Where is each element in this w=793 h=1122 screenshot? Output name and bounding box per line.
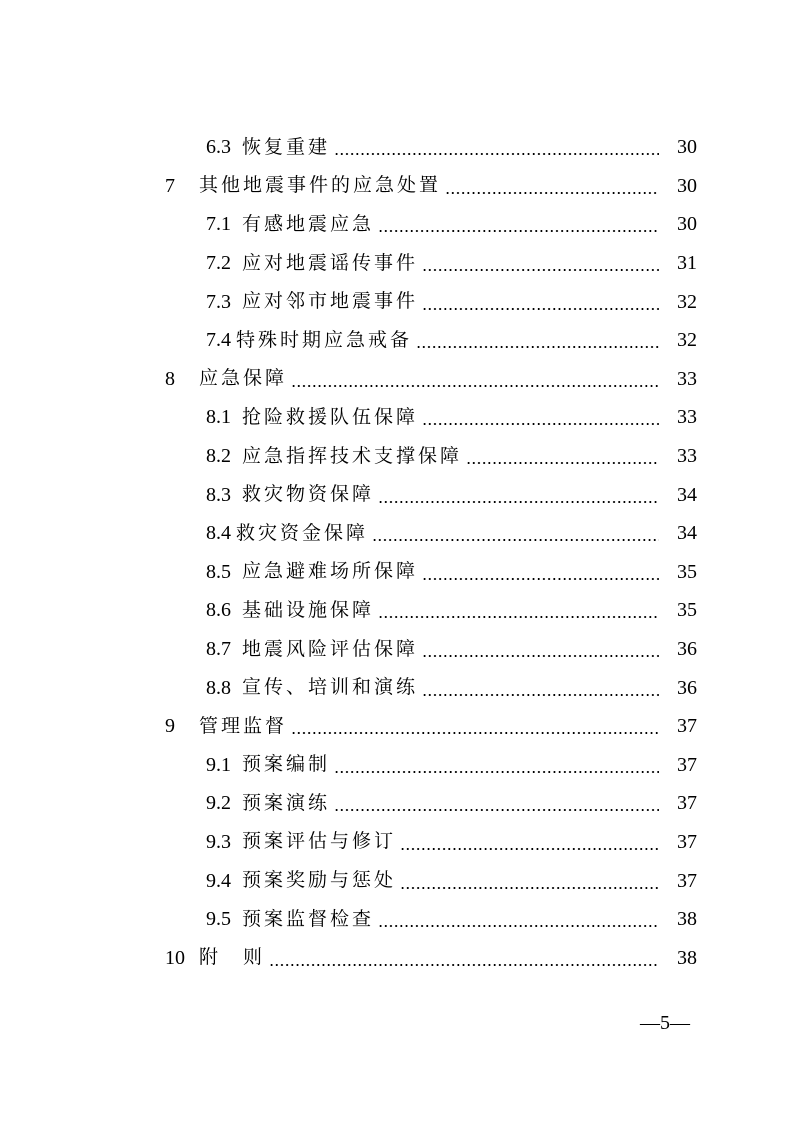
toc-entry	[0, 784, 793, 823]
toc-entry-title: 预案评估与修订	[242, 830, 397, 853]
toc-entry	[0, 475, 793, 514]
toc-entry-title: 预案奖励与惩处	[242, 869, 397, 892]
toc-entry-title: 特殊时期应急戒备	[236, 328, 413, 351]
toc-entry	[0, 668, 793, 707]
toc-entry-number: 9.2	[206, 792, 231, 815]
toc-entry	[0, 360, 793, 399]
toc-entry-number: 9.3	[206, 830, 231, 853]
toc-entry-title: 应急保障	[199, 367, 288, 390]
toc-entry-number: 7.4	[206, 329, 231, 352]
toc-dot-leader	[291, 385, 659, 387]
toc-entry-title: 应对地震谣传事件	[242, 251, 419, 274]
toc-dot-leader	[269, 964, 659, 966]
toc-entry-number: 7.3	[206, 290, 231, 313]
toc-entry-title: 预案演练	[242, 791, 331, 814]
page-number: —5—	[640, 1012, 690, 1034]
toc-entry-page: 37	[677, 869, 697, 892]
toc-dot-leader	[291, 732, 659, 734]
toc-dot-leader	[416, 346, 659, 348]
toc-entry-page: 38	[677, 908, 697, 931]
toc-entry-number: 8.5	[206, 560, 231, 583]
toc-entry-number: 8.8	[206, 676, 231, 699]
toc-entry-page: 35	[677, 599, 697, 622]
toc-entry-page: 34	[677, 483, 697, 506]
toc-entry-page: 32	[677, 290, 697, 313]
toc-entry-page: 33	[677, 367, 697, 390]
toc-entry-number: 9.1	[206, 753, 231, 776]
toc-entry-number: 10	[165, 946, 185, 969]
toc-entry-page: 37	[677, 715, 697, 738]
toc-entry-title: 其他地震事件的应急处置	[199, 174, 442, 197]
toc-entry-title: 救灾物资保障	[242, 483, 375, 506]
toc-dot-leader	[466, 462, 659, 464]
toc-dot-leader	[422, 655, 659, 657]
toc-entry-title: 救灾资金保障	[236, 521, 369, 544]
toc-entry	[0, 282, 793, 321]
toc-entry	[0, 861, 793, 900]
toc-entry-title: 有感地震应急	[242, 212, 375, 235]
toc-entry	[0, 205, 793, 244]
toc-entry-number: 6.3	[206, 136, 231, 159]
toc-dot-leader	[422, 423, 659, 425]
toc-dot-leader	[372, 539, 659, 541]
toc-entry-number: 8	[165, 367, 175, 390]
toc-entry-title: 基础设施保障	[242, 598, 375, 621]
toc-entry	[0, 128, 793, 167]
toc-entry-page: 37	[677, 792, 697, 815]
toc-entry-page: 37	[677, 753, 697, 776]
toc-entry	[0, 167, 793, 206]
toc-entry-number: 8.2	[206, 445, 231, 468]
toc-entry	[0, 553, 793, 592]
toc-entry	[0, 630, 793, 669]
toc-entry-number: 8.7	[206, 638, 231, 661]
toc-dot-leader	[445, 192, 659, 194]
toc-entry-title: 宣传、培训和演练	[242, 676, 419, 699]
table-of-contents	[0, 128, 793, 977]
toc-entry	[0, 823, 793, 862]
toc-entry	[0, 591, 793, 630]
toc-entry	[0, 900, 793, 939]
toc-entry-title: 应急指挥技术支撑保障	[242, 444, 463, 467]
toc-entry-page: 30	[677, 174, 697, 197]
toc-dot-leader	[400, 848, 659, 850]
toc-entry-number: 7.2	[206, 252, 231, 275]
toc-entry-number: 9	[165, 715, 175, 738]
toc-entry-title: 应急避难场所保障	[242, 560, 419, 583]
toc-dot-leader	[378, 501, 659, 503]
toc-entry-title: 管理监督	[199, 714, 288, 737]
toc-entry-page: 30	[677, 136, 697, 159]
toc-entry	[0, 746, 793, 785]
toc-entry-number: 8.3	[206, 483, 231, 506]
toc-dot-leader	[334, 771, 659, 773]
toc-entry-title: 附 则	[199, 946, 266, 969]
toc-entry-number: 9.5	[206, 908, 231, 931]
toc-dot-leader	[422, 694, 659, 696]
toc-entry	[0, 938, 793, 977]
toc-dot-leader	[422, 308, 659, 310]
toc-entry-title: 地震风险评估保障	[242, 637, 419, 660]
toc-entry	[0, 707, 793, 746]
toc-dot-leader	[422, 578, 659, 580]
toc-entry-page: 33	[677, 445, 697, 468]
toc-entry-number: 8.4	[206, 522, 231, 545]
toc-entry-page: 33	[677, 406, 697, 429]
toc-entry	[0, 437, 793, 476]
toc-entry	[0, 321, 793, 360]
toc-entry-title: 恢复重建	[242, 135, 331, 158]
toc-dot-leader	[400, 887, 659, 889]
toc-entry	[0, 398, 793, 437]
toc-dot-leader	[378, 616, 659, 618]
toc-entry-number: 8.6	[206, 599, 231, 622]
toc-entry-page: 36	[677, 638, 697, 661]
toc-entry-title: 预案编制	[242, 753, 331, 776]
toc-dot-leader	[334, 153, 659, 155]
toc-entry-page: 38	[677, 946, 697, 969]
toc-entry-title: 预案监督检查	[242, 907, 375, 930]
toc-entry-page: 36	[677, 676, 697, 699]
toc-dot-leader	[334, 809, 659, 811]
toc-entry-page: 35	[677, 560, 697, 583]
toc-entry-number: 9.4	[206, 869, 231, 892]
toc-entry-title: 应对邻市地震事件	[242, 290, 419, 313]
toc-entry-number: 8.1	[206, 406, 231, 429]
toc-entry-page: 37	[677, 830, 697, 853]
toc-dot-leader	[378, 925, 659, 927]
toc-entry-number: 7	[165, 174, 175, 197]
toc-entry-page: 30	[677, 213, 697, 236]
toc-entry	[0, 514, 793, 553]
toc-dot-leader	[378, 230, 659, 232]
toc-entry-title: 抢险救援队伍保障	[242, 405, 419, 428]
toc-entry	[0, 244, 793, 283]
toc-entry-number: 7.1	[206, 213, 231, 236]
toc-entry-page: 32	[677, 329, 697, 352]
toc-dot-leader	[422, 269, 659, 271]
toc-entry-page: 34	[677, 522, 697, 545]
toc-entry-page: 31	[677, 252, 697, 275]
